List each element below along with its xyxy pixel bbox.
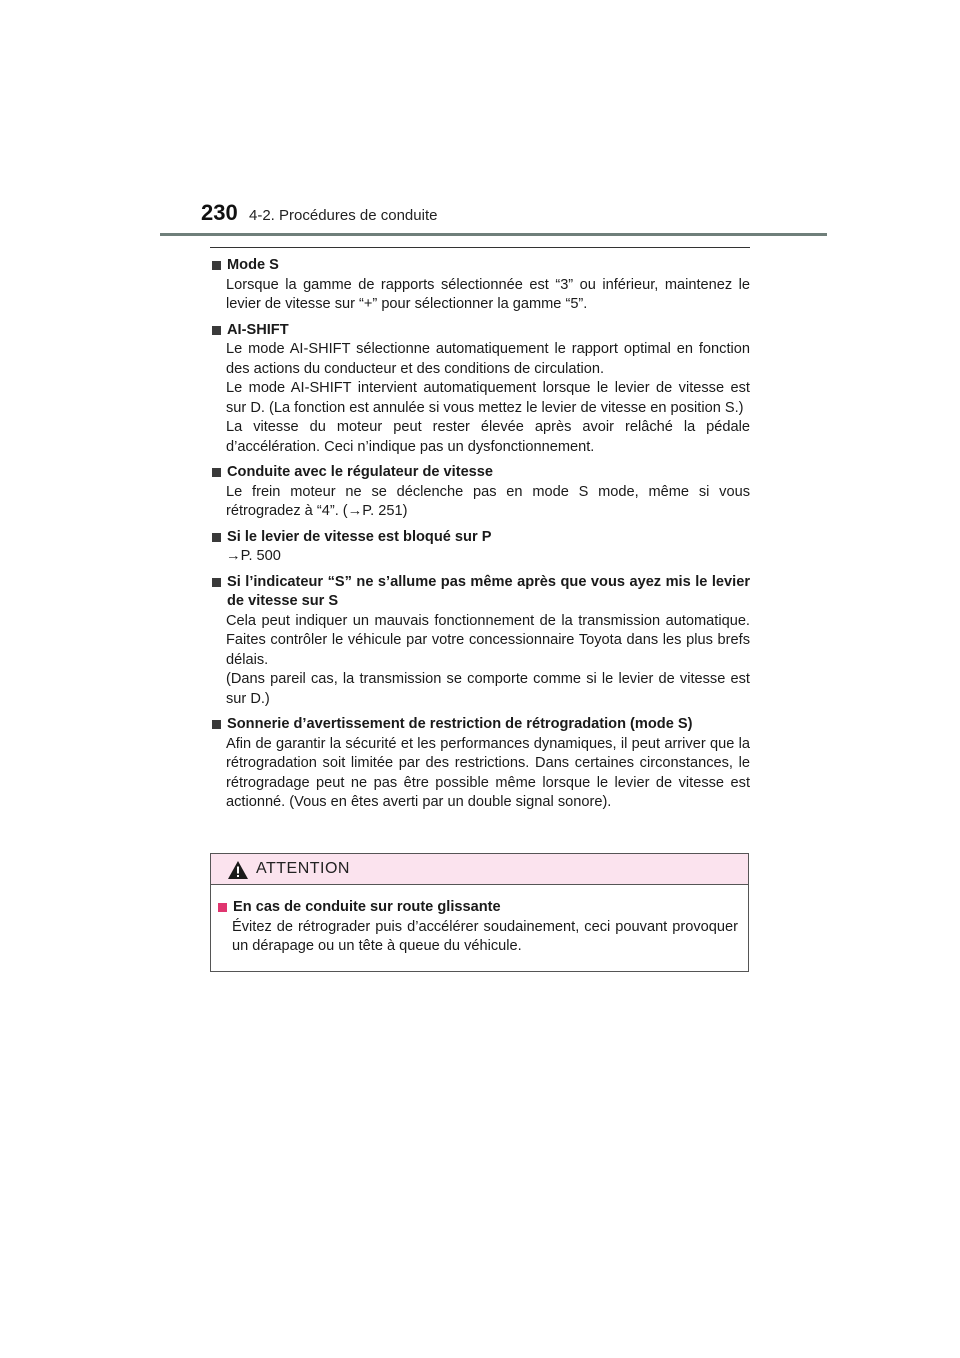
- section-s-indicator: [210, 573, 750, 710]
- attention-label: ATTENTION: [256, 860, 350, 877]
- section-cruise-control: [210, 463, 750, 522]
- paragraph: Le frein moteur ne se déclenche pas en mode S mode, même si vous rétrogradez à “4”. (→P. 251): [226, 483, 750, 519]
- paragraph: (Dans pareil cas, la transmission se comporte comme si le levier de vitesse est sur D.): [226, 671, 750, 707]
- section-heading: Conduite avec le régulateur de vitesse: [210, 463, 750, 483]
- attention-text: Évitez de rétrograder puis d’accélérer soudainement, ceci pouvant provoquer un dérapage ou un tête à queue du véhicule.: [232, 918, 738, 954]
- attention-body: [211, 885, 748, 957]
- page-reference: →P. 500: [226, 548, 281, 564]
- paragraph: Cela peut indiquer un mauvais fonctionnement de la transmission automatique. Faites contrôler le véhicule par votre concessionnaire Toyota dans les plus brefs délais.: [226, 612, 750, 668]
- attention-heading: En cas de conduite sur route glissante: [216, 898, 738, 918]
- warning-triangle-icon: [227, 860, 249, 880]
- section-heading: AI-SHIFT: [210, 321, 750, 341]
- attention-header: [211, 854, 748, 885]
- paragraph: Afin de garantir la sécurité et les performances dynamiques, il peut arriver que la rétrogradation soit limitée par des restrictions. Dans certaines circonstances, le rétrogradage peut ne pas être possible même lorsque le levier de vitesse est actionné. (Vous en êtes averti par un double signal sonore).: [226, 735, 750, 810]
- section-heading: Si le levier de vitesse est bloqué sur P: [210, 528, 750, 548]
- paragraph: Le mode AI-SHIFT intervient automatiquement lorsque le levier de vitesse est sur D. (La fonction est annulée si vous mettez le levier de vitesse en position S.): [226, 380, 750, 416]
- square-bullet-icon: [212, 578, 221, 587]
- content: [210, 256, 750, 819]
- paragraph: La vitesse du moteur peut rester élevée après avoir relâché la pédale d’accélération. Ceci n’indique pas un dysfonctionnement.: [226, 419, 750, 455]
- paragraph: Le mode AI-SHIFT sélectionne automatiquement le rapport optimal en fonction des actions du conducteur et des conditions de circulation.: [226, 341, 750, 377]
- square-bullet-icon: [212, 326, 221, 335]
- section-downshift-buzzer: [210, 715, 750, 813]
- section-title: 4-2. Procédures de conduite: [249, 207, 438, 224]
- square-bullet-icon: [218, 903, 227, 912]
- attention-box: [210, 853, 749, 972]
- section-heading: Si l’indicateur “S” ne s’allume pas même après que vous ayez mis le levier de vitesse sur S: [210, 573, 750, 612]
- header-rule: [160, 233, 827, 236]
- square-bullet-icon: [212, 720, 221, 729]
- section-lever-blocked: [210, 528, 750, 567]
- paragraph: Lorsque la gamme de rapports sélectionnée est “3” ou inférieur, maintenez le levier de vitesse sur “+” pour sélectionner la gamme “5”.: [226, 276, 750, 312]
- section-ai-shift: [210, 321, 750, 458]
- page-number: 230: [201, 200, 238, 225]
- section-heading: Sonnerie d’avertissement de restriction de rétrogradation (mode S): [210, 715, 750, 735]
- square-bullet-icon: [212, 533, 221, 542]
- square-bullet-icon: [212, 468, 221, 477]
- square-bullet-icon: [212, 261, 221, 270]
- section-heading: Mode S: [210, 256, 750, 276]
- content-rule: [210, 247, 750, 248]
- section-mode-s: [210, 256, 750, 315]
